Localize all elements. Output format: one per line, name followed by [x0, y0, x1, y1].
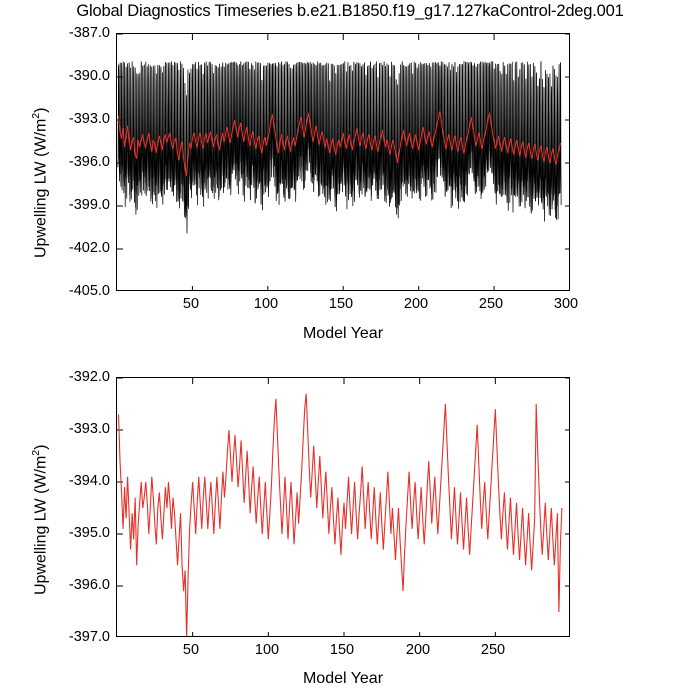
upper-ytick-0: -387.0	[68, 25, 110, 41]
lower-ytick-1: -393.0	[68, 421, 110, 437]
upper-ytick-6: -405.0	[68, 283, 110, 299]
lower-xtick-0: 50	[182, 642, 200, 658]
lower-xtick-4: 250	[480, 642, 506, 658]
lower-ytick-3: -395.0	[68, 525, 110, 541]
lower-xtick-2: 150	[329, 642, 355, 658]
upper-xtick-0: 50	[182, 296, 200, 312]
upper-ytick-5: -402.0	[68, 240, 110, 256]
upper-plot-area	[116, 33, 570, 291]
upper-y-label-exp: 2	[30, 112, 42, 119]
lower-panel-y-axis-label	[30, 445, 50, 595]
lower-ytick-4: -396.0	[68, 577, 110, 593]
upper-xtick-5: 300	[553, 296, 579, 312]
page-title: Global Diagnostics Timeseries b.e21.B1850.f19_g17.127kaControl-2deg.001	[76, 2, 624, 20]
upper-ytick-3: -396.0	[68, 154, 110, 170]
lower-y-label-exp: 2	[30, 449, 42, 456]
lower-ytick-5: -397.0	[68, 629, 110, 645]
lower-ytick-0: -392.0	[68, 369, 110, 385]
lower-xtick-1: 100	[254, 642, 280, 658]
upper-ytick-1: -390.0	[68, 68, 110, 84]
lower-plot-area	[116, 377, 570, 637]
lower-xtick-3: 200	[405, 642, 431, 658]
upper-xtick-4: 250	[478, 296, 504, 312]
upper-y-label-tail: )	[32, 107, 50, 113]
upper-y-label-text: Upwelling LW (W/m	[32, 118, 50, 258]
lower-y-label-tail: )	[32, 444, 50, 450]
lower-panel-x-axis-label: Model Year	[302, 670, 384, 687]
upper-xtick-1: 100	[253, 296, 279, 312]
upper-xtick-3: 200	[403, 296, 429, 312]
upper-plot-svg	[117, 34, 570, 291]
upper-xtick-2: 150	[328, 296, 354, 312]
upper-ytick-4: -399.0	[68, 197, 110, 213]
lower-ytick-2: -394.0	[68, 473, 110, 489]
upper-panel-y-axis-label	[30, 108, 50, 258]
lower-plot-svg	[117, 378, 570, 637]
upper-panel-x-axis-label: Model Year	[302, 325, 384, 342]
upper-ytick-2: -393.0	[68, 111, 110, 127]
lower-y-label-text: Upwelling LW (W/m	[32, 455, 50, 595]
